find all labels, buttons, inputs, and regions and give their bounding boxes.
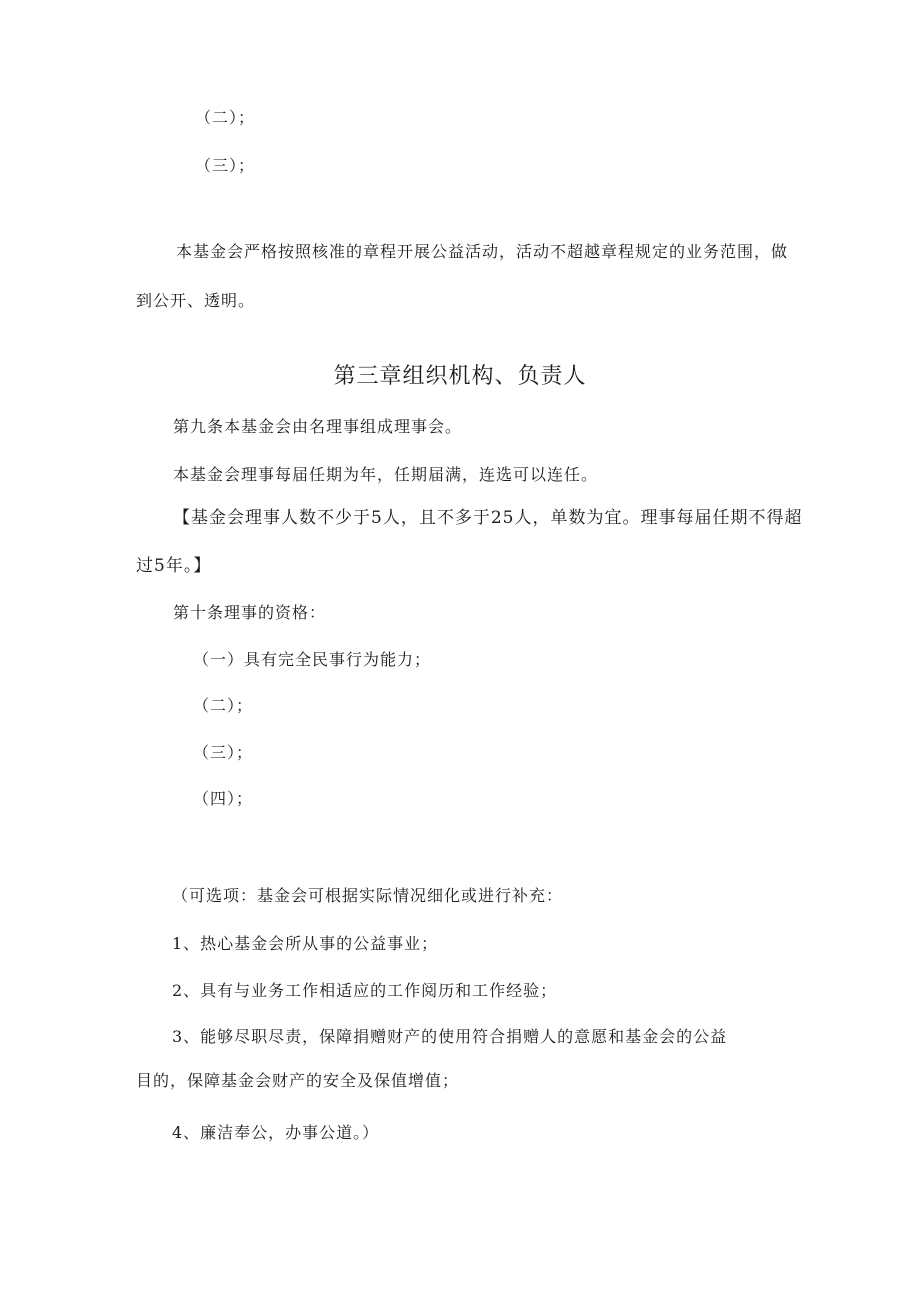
article-9: 第九条本基金会由名理事组成理事会。 — [173, 417, 463, 436]
qualification-item-2: （二）； — [193, 696, 254, 715]
qualification-item-1: （一）具有完全民事行为能力； — [193, 650, 432, 669]
optional-intro: （可选项：基金会可根据实际情况细化或进行补充： — [172, 886, 564, 905]
purpose-paragraph-line1: 本基金会严格按照核准的章程开展公益活动，活动不超越章程规定的业务范围，做 — [176, 242, 789, 261]
optional-item-4: 4、廉洁奉公，办事公道。） — [172, 1123, 380, 1142]
list-item-2: （二）； — [195, 108, 256, 127]
article-10: 第十条理事的资格： — [173, 603, 327, 622]
optional-item-3-line1: 3、能够尽职尽责，保障捐赠财产的使用符合捐赠人的意愿和基金会的公益 — [172, 1027, 728, 1046]
list-item-3: （三）； — [195, 156, 256, 175]
qualification-item-3: （三）； — [193, 743, 254, 762]
optional-item-1: 1、热心基金会所从事的公益事业； — [172, 934, 439, 953]
bracket-note-line1: 【基金会理事人数不少于5人，且不多于25人，单数为宜。理事每届任期不得超 — [173, 508, 803, 528]
qualification-item-4: （四）； — [193, 789, 254, 808]
optional-item-3-line2: 目的，保障基金会财产的安全及保值增值； — [136, 1071, 460, 1090]
purpose-paragraph-line2: 到公开、透明。 — [136, 291, 256, 310]
chapter-title: 第三章组织机构、负责人 — [333, 364, 587, 389]
bracket-note-line2: 过5年。】 — [136, 556, 212, 576]
term-sentence: 本基金会理事每届任期为年，任期届满，连选可以连任。 — [173, 465, 599, 484]
optional-item-2: 2、具有与业务工作相适应的工作阅历和工作经验； — [172, 981, 558, 1000]
